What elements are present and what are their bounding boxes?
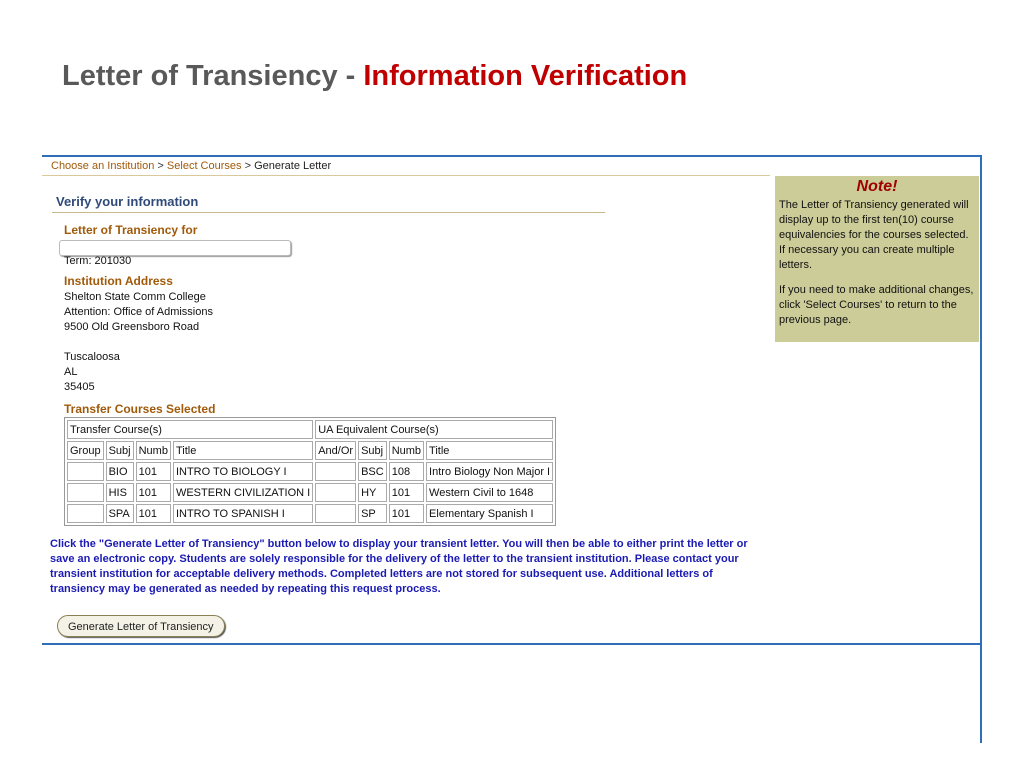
breadcrumb-separator: >: [157, 160, 164, 172]
address-line: Attention: Office of Admissions: [64, 306, 213, 318]
letter-for-label: Letter of Transiency for: [64, 223, 198, 237]
courses-table: [64, 417, 556, 526]
frame-top-border: [42, 155, 982, 157]
table-cell: Elementary Spanish I: [426, 504, 553, 523]
address-line: AL: [64, 366, 78, 378]
breadcrumb-divider: [42, 175, 770, 176]
table-cell: Western Civil to 1648: [426, 483, 553, 502]
table-cell: Intro Biology Non Major I: [426, 462, 553, 481]
note-text-2: If you need to make additional changes, click 'Select Courses' to return to the previous page.: [779, 284, 974, 326]
table-cell: BIO: [106, 462, 134, 481]
table-cell: [315, 504, 356, 523]
title-prefix: Letter of Transiency -: [62, 60, 364, 92]
table-row: [67, 483, 553, 502]
ua-equivalent-header: UA Equivalent Course(s): [315, 420, 553, 439]
column-header: Group: [67, 441, 104, 460]
frame-bottom-border: [42, 643, 982, 645]
column-header: Subj: [358, 441, 387, 460]
column-header: Title: [426, 441, 553, 460]
table-cell: [315, 462, 356, 481]
address-line: Shelton State Comm College: [64, 291, 206, 303]
table-group-header-row: [67, 420, 553, 439]
heading-divider: [52, 212, 605, 213]
table-column-header-row: [67, 441, 553, 460]
table-row: [67, 504, 553, 523]
table-cell: INTRO TO SPANISH I: [173, 504, 313, 523]
breadcrumb-select-courses[interactable]: Select Courses: [166, 160, 242, 172]
table-cell: INTRO TO BIOLOGY I: [173, 462, 313, 481]
student-name-box: [59, 240, 291, 256]
table-cell: HIS: [106, 483, 134, 502]
table-cell: SP: [358, 504, 387, 523]
column-header: Title: [173, 441, 313, 460]
frame-right-border: [980, 155, 982, 743]
note-text-1: The Letter of Transiency generated will display up to the first ten(10) course equivalencies for the courses selected. If necessary you can create multiple letters.: [779, 199, 969, 271]
table-cell: [315, 483, 356, 502]
table-cell: WESTERN CIVILIZATION I: [173, 483, 313, 502]
column-header: And/Or: [315, 441, 356, 460]
table-cell: 101: [389, 483, 424, 502]
table-cell: BSC: [358, 462, 387, 481]
table-cell: 101: [389, 504, 424, 523]
address-line: Tuscaloosa: [64, 351, 120, 363]
table-cell: 101: [136, 462, 171, 481]
breadcrumb-separator: >: [244, 160, 252, 172]
table-cell: [67, 483, 104, 502]
page-heading: Verify your information: [56, 194, 199, 209]
table-cell: 101: [136, 504, 171, 523]
column-header: Subj: [106, 441, 134, 460]
transfer-courses-header: Transfer Course(s): [67, 420, 313, 439]
table-cell: [67, 462, 104, 481]
column-header: Numb: [389, 441, 424, 460]
breadcrumb-current-generate-letter: Generate Letter: [254, 160, 332, 172]
address-line: 9500 Old Greensboro Road: [64, 321, 200, 333]
title-accent: Information Verification: [363, 60, 688, 92]
table-cell: HY: [358, 483, 387, 502]
table-cell: 101: [136, 483, 171, 502]
institution-address-label: Institution Address: [64, 274, 173, 288]
column-header: Numb: [136, 441, 171, 460]
table-row: [67, 462, 553, 481]
table-cell: 108: [389, 462, 424, 481]
term-text: Term: 201030: [64, 255, 132, 267]
note-title: Note!: [856, 178, 898, 195]
instructions-text: Click the "Generate Letter of Transiency" button below to display your transient letter. You will then be able to either print the letter or save an electronic copy. Students are solely responsible for the delivery of the letter to the transient institution. Please contact your transient institution for acceptable delivery methods. Completed letters are not stored for subsequent use. Additional letters of transiency may be generated as needed by repeating this request process.: [50, 538, 748, 595]
breadcrumb: [51, 160, 331, 172]
address-line: 35405: [64, 381, 95, 393]
generate-letter-button[interactable]: Generate Letter of Transiency: [57, 615, 225, 637]
breadcrumb-choose-institution[interactable]: Choose an Institution: [51, 160, 155, 172]
table-cell: SPA: [106, 504, 134, 523]
table-cell: [67, 504, 104, 523]
transfer-courses-label: Transfer Courses Selected: [64, 402, 216, 416]
slide-title: [62, 60, 687, 93]
note-panel: [775, 176, 979, 342]
